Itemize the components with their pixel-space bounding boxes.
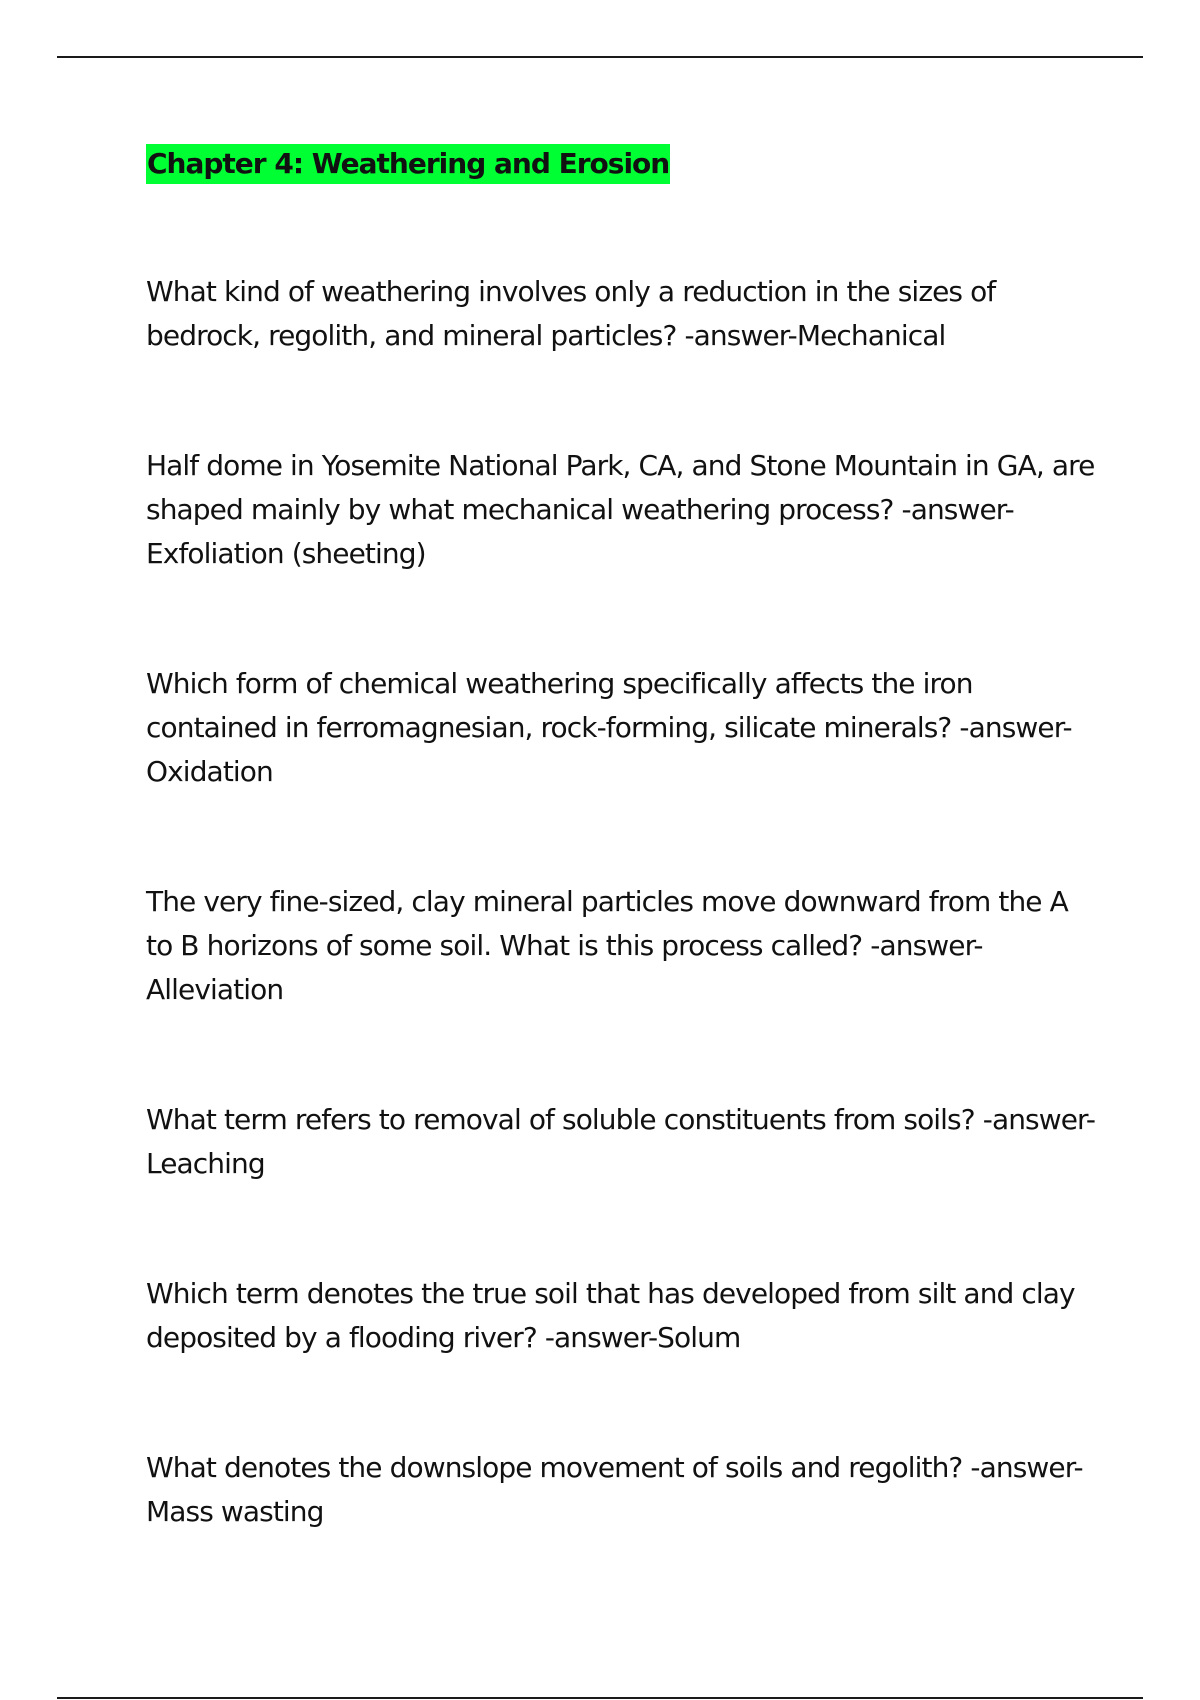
qa-item — [146, 444, 1096, 576]
answer-separator: -answer- — [970, 1451, 1083, 1484]
answer-separator: -answer- — [544, 1321, 658, 1354]
top-rule — [57, 56, 1143, 58]
answer-text: Mechanical — [796, 319, 946, 352]
question-text: What term refers to removal of soluble constituents from soils? — [146, 1103, 975, 1136]
answer-separator: -answer- — [982, 1103, 1096, 1136]
question-text: What denotes the downslope movement of soils and regolith? — [146, 1451, 963, 1484]
qa-item — [146, 1098, 1096, 1186]
answer-text: Mass wasting — [146, 1495, 324, 1528]
answer-separator: -answer- — [901, 493, 1014, 526]
qa-item — [146, 1272, 1096, 1360]
answer-text: Alleviation — [146, 973, 284, 1006]
answer-text: Oxidation — [146, 755, 273, 788]
question-text: Half dome in Yosemite National Park, CA, and Stone Mountain in GA, are shaped mainly by what mechanical weathering process? — [146, 449, 1095, 526]
answer-separator: -answer- — [959, 711, 1073, 744]
qa-item — [146, 880, 1096, 1012]
answer-text: Exfoliation (sheeting) — [146, 537, 426, 570]
question-text: Which form of chemical weathering specifically affects the iron contained in ferromagnesian, rock-forming, silicate minerals? — [146, 667, 973, 744]
document-body — [146, 144, 1096, 1620]
answer-text: Solum — [657, 1321, 741, 1354]
question-text: What kind of weathering involves only a reduction in the sizes of bedrock, regolith, and mineral particles? — [146, 275, 996, 352]
question-text: Which term denotes the true soil that has developed from silt and clay deposited by a flooding river? — [146, 1277, 1075, 1354]
answer-separator: -answer- — [684, 319, 797, 352]
answer-separator: -answer- — [870, 929, 982, 962]
chapter-title: Chapter 4: Weathering and Erosion — [146, 144, 670, 184]
question-text: The very fine-sized, clay mineral particles move downward from the A to B horizons of some soil. What is this process called? — [146, 885, 1068, 962]
qa-item — [146, 1446, 1096, 1534]
bottom-rule — [57, 1697, 1143, 1699]
answer-text: Leaching — [146, 1147, 265, 1180]
qa-item — [146, 270, 1096, 358]
qa-item — [146, 662, 1096, 794]
